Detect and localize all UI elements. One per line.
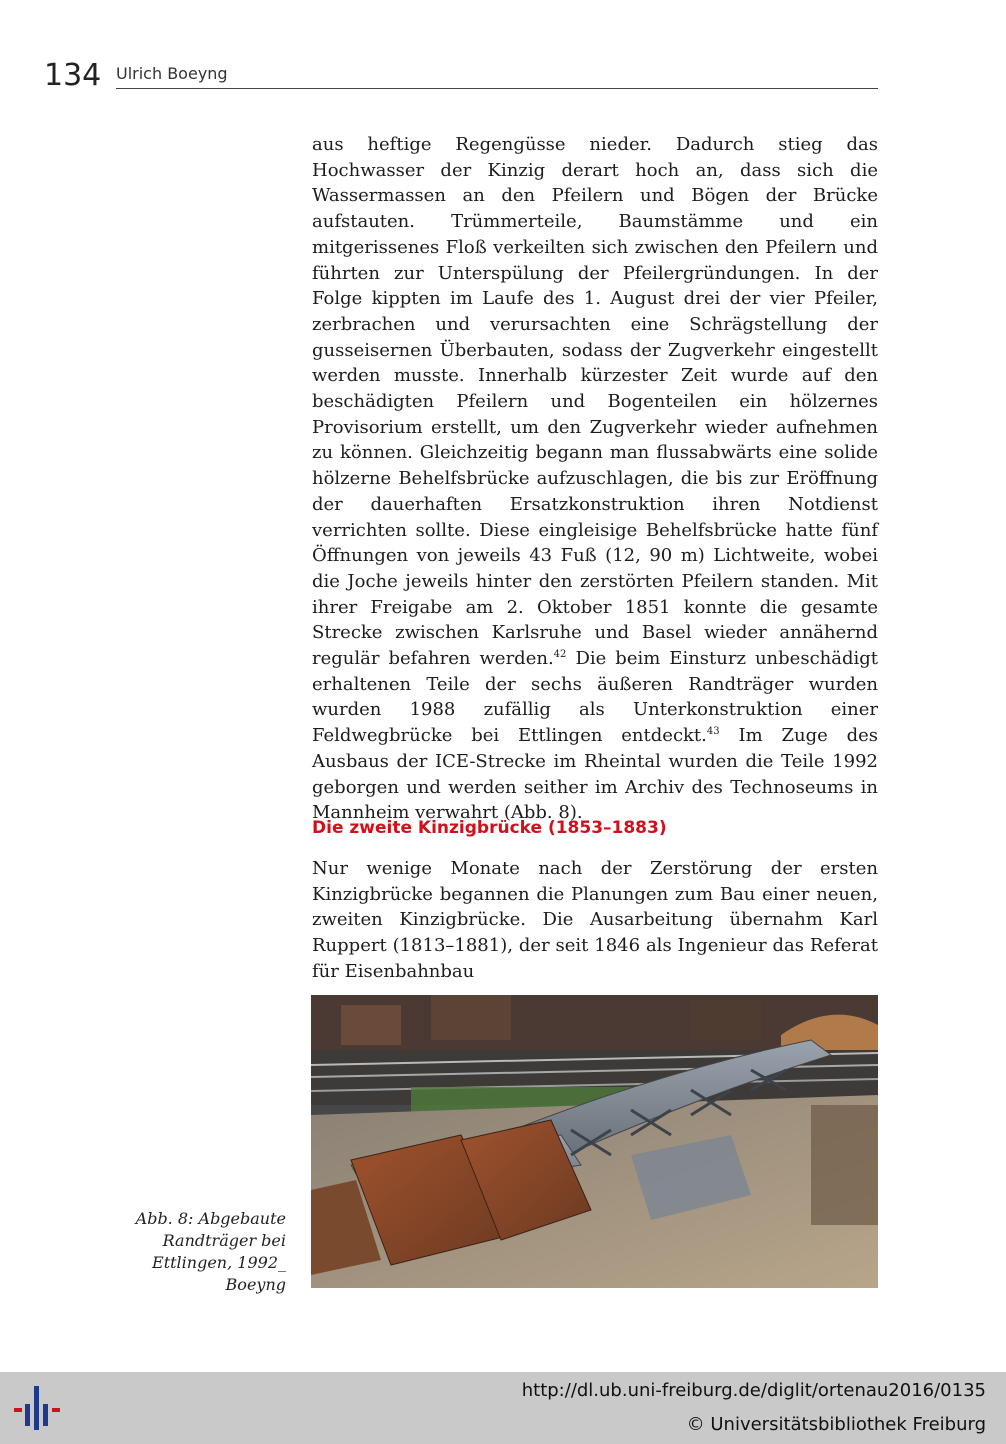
paragraph-text: aus heftige Regengüsse nieder. Dadurch stieg das Hochwasser der Kinzig derart hoch an, dass sich die Wassermassen an den Pfeilern und Bögen der Brücke aufstauten. Trümmerteile, Baumstämme und ein mitgerissenes Floß verkeilten sich zwischen den Pfeilern und führten zur Unterspülung der Pfeilergründungen. In der Folge kippten im Laufe des 1. August drei der vier Pfeiler, zerbrachen und verursachten eine Schrägstellung der gusseisernen Überbauten, sodass der Zugverkehr eingestellt werden musste. Innerhalb kürzester Zeit wurde auf den beschädigten Pfeilern und Bogenteilen ein hölzernes Provisorium erstellt, um den Zugverkehr wieder aufnehmen zu können. Gleichzeitig begann man flussabwärts eine solide hölzerne Behelfsbrücke aufzuschlagen, die bis zur Eröffnung der dauerhaften Ersatzkonstruktion ihren Notdienst verrichten sollte. Diese eingleisige Behelfsbrücke hatte fünf Öffnungen von jeweils 43 Fuß (12, 90 m) Lichtweite, wobei die Joche jeweils hinter den zerstörten Pfeilern standen. Mit ihrer Freigabe am 2. Oktober 1851 konnte die gesamte Strecke zwischen Karlsruhe und Basel wieder annähernd regulär befahren werden. (312, 134, 878, 670)
copyright-notice: © Universitätsbibliothek Freiburg (686, 1414, 986, 1435)
page-number: 134 (44, 58, 102, 93)
section-heading: Die zweite Kinzigbrücke (1853–1883) (312, 818, 667, 838)
body-paragraph-2 (312, 856, 878, 985)
paragraph-text: Im Zuge des Ausbaus der ICE-Strecke im Rheintal wurden die Teile 1992 geborgen und werden seither im Archiv des Technoseums in Mannheim verwahrt (Abb. 8). (312, 725, 878, 824)
library-logo-icon (10, 1382, 64, 1436)
figure-photo (311, 995, 878, 1288)
paragraph-text: Die beim Einsturz unbeschädigt erhaltenen Teile der sechs äußeren Randträger wurden wurden 1988 zufällig als Unterkonstruktion einer Feldwegbrücke bei Ettlingen entdeckt. (312, 648, 879, 747)
footnote-ref[interactable]: 42 (553, 649, 567, 661)
running-head-author: Ulrich Boeyng (116, 64, 228, 83)
paragraph-text: Nur wenige Monate nach der Zerstörung der ersten Kinzigbrücke begannen die Planungen zum Bau einer neuen, zweiten Kinzigbrücke. Die Ausarbeitung übernahm Karl Ruppert (1813–1881), der seit 1846 als Ingenieur das Referat für Eisenbahnbau (312, 858, 878, 982)
footnote-ref[interactable]: 43 (706, 726, 720, 738)
figure-caption: Abb. 8: Abgebaute Randträger bei Ettlingen, 1992_ Boeyng (135, 1209, 286, 1294)
bridge-girders-photo (311, 995, 878, 1288)
header-rule (116, 88, 878, 89)
body-paragraph-1 (312, 132, 878, 826)
footer-bar (0, 1372, 1006, 1444)
source-url-link[interactable]: http://dl.ub.uni-freiburg.de/diglit/ortenau2016/0135 (521, 1380, 986, 1401)
